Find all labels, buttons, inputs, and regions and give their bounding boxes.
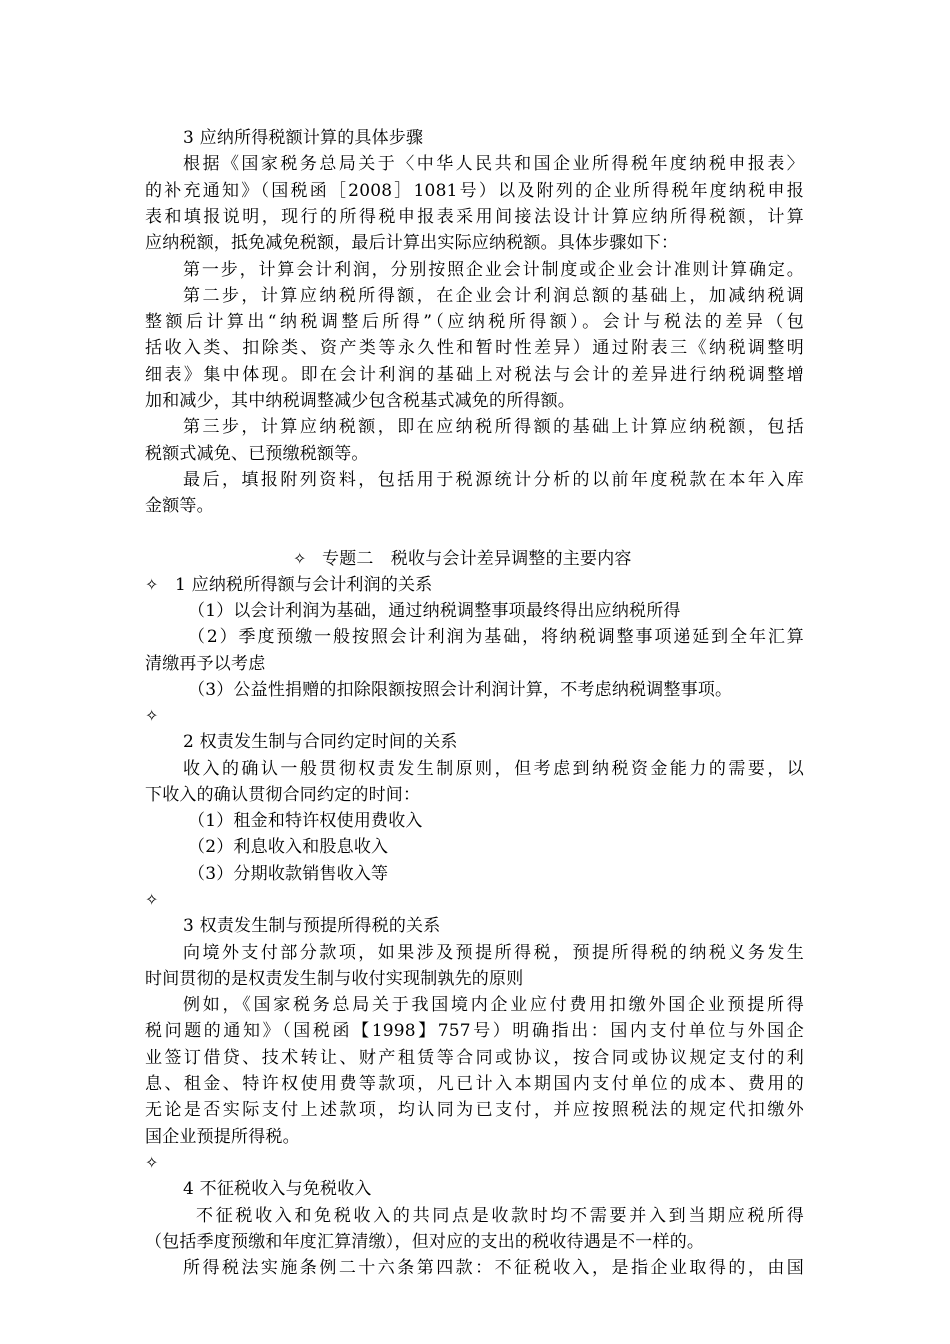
paragraph-line: 括收入类、扣除类、资产类等永久性和暂时性差异）通过附表三《纳税调整明 <box>145 338 804 358</box>
paragraph-line: 税额式减免、已预缴税额等。 <box>145 444 369 464</box>
list-item: （1）租金和特许权使用费收入 <box>188 811 423 831</box>
item-heading: 1 应纳税所得额与会计利润的关系 <box>175 575 433 595</box>
paragraph-line: 息、租金、特许权使用费等款项，凡已计入本期国内支付单位的成本、费用的 <box>145 1074 804 1094</box>
list-item: （1）以会计利润为基础，通过纳税调整事项最终得出应纳税所得 <box>188 601 681 621</box>
section-heading: 3 应纳所得税额计算的具体步骤 <box>183 128 424 148</box>
paragraph-line: 第一步，计算会计利润，分别按照企业会计制度或企业会计准则计算确定。 <box>183 260 804 280</box>
paragraph-line: 业签订借贷、技术转让、财产租赁等合同或协议，按合同或协议规定支付的利 <box>145 1048 804 1068</box>
item-heading: 3 权责发生制与预提所得税的关系 <box>183 916 441 936</box>
paragraph-line: 第三步，计算应纳税额，即在应纳税所得额的基础上计算应纳税额，包括 <box>183 417 804 437</box>
paragraph-line: 根据《国家税务总局关于〈中华人民共和国企业所得税年度纳税申报表〉 <box>183 154 804 174</box>
item-heading: 2 权责发生制与合同约定时间的关系 <box>183 732 458 752</box>
paragraph-line: 收入的确认一般贯彻权责发生制原则，但考虑到纳税资金能力的需要，以 <box>183 759 804 779</box>
paragraph-line: 第二步，计算应纳税所得额，在企业会计利润总额的基础上，加减纳税调 <box>183 286 804 306</box>
diamond-bullet-icon: ✧ <box>145 890 159 909</box>
item-heading: 4 不征税收入与免税收入 <box>183 1179 372 1199</box>
paragraph-line: 无论是否实际支付上述款项，均认同为已支付，并应按照税法的规定代扣缴外 <box>145 1100 804 1120</box>
paragraph-line: 不征税收入和免税收入的共同点是收款时均不需要并入到当期应税所得 <box>196 1206 804 1226</box>
diamond-bullet-icon: ✧ <box>293 549 307 568</box>
paragraph-line: （包括季度预缴和年度汇算清缴），但对应的支出的税收待遇是不一样的。 <box>145 1232 705 1252</box>
paragraph-line: 最后，填报附列资料，包括用于税源统计分析的以前年度税款在本年入库 <box>183 470 804 490</box>
list-item-continuation: 清缴再予以考虑 <box>145 654 266 674</box>
diamond-bullet-icon: ✧ <box>145 575 159 594</box>
diamond-bullet-icon: ✧ <box>145 706 159 725</box>
paragraph-line: 的补充通知》（国税函［2008］1081号）以及附列的企业所得税年度纳税申报 <box>145 181 804 201</box>
paragraph-line: 应纳税额，抵免减免税额，最后计算出实际应纳税额。具体步骤如下： <box>145 233 679 253</box>
paragraph-line: 向境外支付部分款项，如果涉及预提所得税，预提所得税的纳税义务发生 <box>183 943 804 963</box>
paragraph-line: 金额等。 <box>145 496 214 516</box>
paragraph-line: 税问题的通知》（国税函【1998】757号）明确指出：国内支付单位与外国企 <box>145 1021 804 1041</box>
paragraph-line: 时间贯彻的是权责发生制与收付实现制孰先的原则 <box>145 969 524 989</box>
list-item: （3）公益性捐赠的扣除限额按照会计利润计算，不考虑纳税调整事项。 <box>188 680 733 700</box>
topic-title: 专题二 税收与会计差异调整的主要内容 <box>322 549 632 569</box>
list-item: （2）利息收入和股息收入 <box>188 837 389 857</box>
paragraph-line: 表和填报说明，现行的所得税申报表采用间接法设计计算应纳所得税额，计算 <box>145 207 804 227</box>
list-item: （3）分期收款销售收入等 <box>188 864 389 884</box>
paragraph-line: 例如，《国家税务总局关于我国境内企业应付费用扣缴外国企业预提所得 <box>183 995 804 1015</box>
paragraph-line: 下收入的确认贯彻合同约定的时间： <box>145 785 421 805</box>
list-item: （2）季度预缴一般按照会计利润为基础，将纳税调整事项递延到全年汇算 <box>188 627 804 647</box>
paragraph-line: 加和减少，其中纳税调整减少包含税基式减免的所得额。 <box>145 391 575 411</box>
paragraph-line: 细表》集中体现。即在会计利润的基础上对税法与会计的差异进行纳税调整增 <box>145 365 804 385</box>
diamond-bullet-icon: ✧ <box>145 1153 159 1172</box>
paragraph-line: 国企业预提所得税。 <box>145 1127 300 1147</box>
paragraph-line: 整额后计算出“纳税调整后所得”（应纳税所得额）。会计与税法的差异（包 <box>145 312 804 332</box>
paragraph-line: 所得税法实施条例二十六条第四款：不征税收入，是指企业取得的，由国 <box>183 1258 804 1278</box>
